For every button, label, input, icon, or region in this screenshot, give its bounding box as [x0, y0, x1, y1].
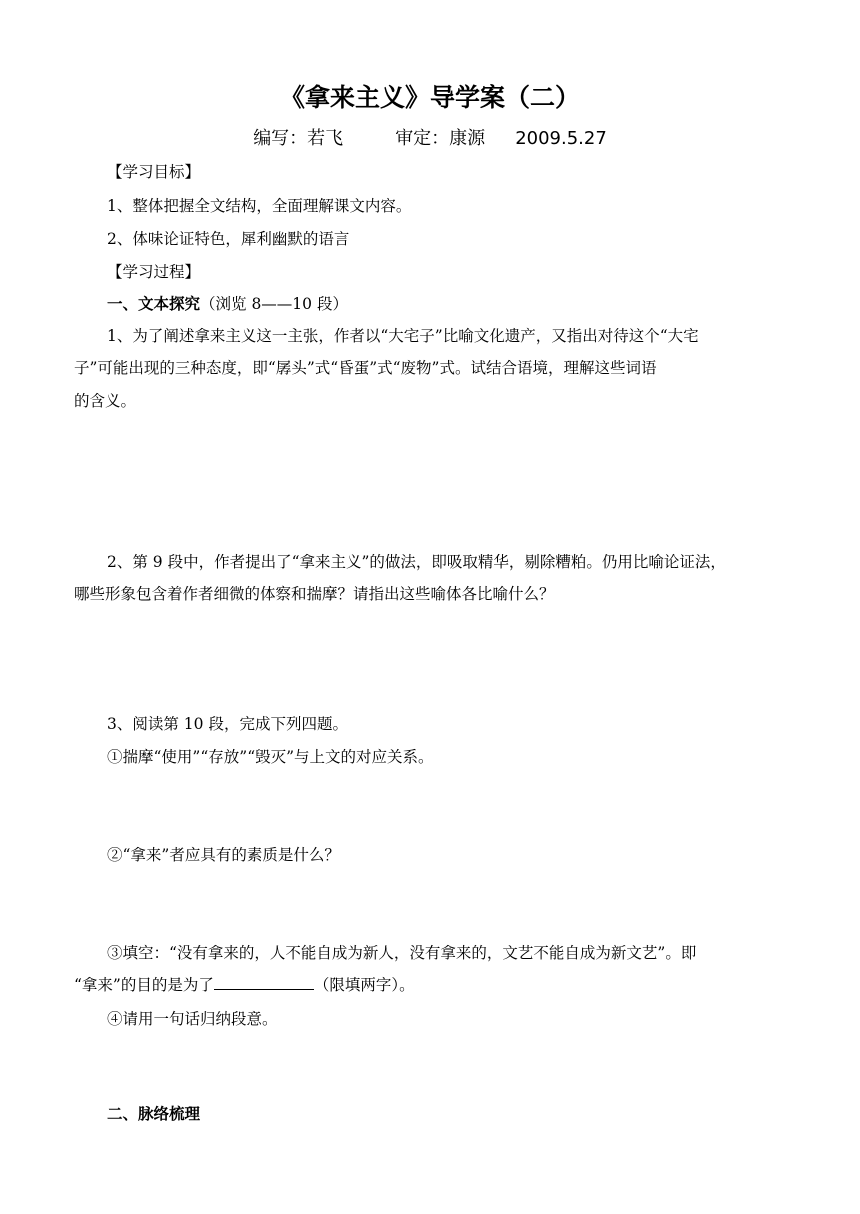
goal-item-2: 2、体味论证特色，犀利幽默的语言	[107, 230, 350, 248]
fill-in-note: （限填两字）。	[313, 976, 415, 994]
process-heading: 【学习过程】	[107, 263, 201, 281]
question-3: 3、阅读第 10 段，完成下列四题。	[107, 715, 348, 733]
page-title: 《拿来主义》导学案（二）	[279, 83, 580, 112]
question-3-part-1: ①揣摩“使用”“存放”“毁灭”与上文的对应关系。	[107, 748, 434, 766]
question-3-part-2: ②“拿来”者应具有的素质是什么？	[107, 846, 340, 864]
author-credit: 编写：若飞	[253, 128, 344, 149]
question-3-part-3-line-2	[74, 973, 415, 997]
fill-in-blank[interactable]	[214, 975, 314, 990]
question-3-part-4: ④请用一句话归纳段意。	[107, 1010, 278, 1028]
question-3-part-3-line-1: ③填空：“没有拿来的，人不能自成为新人，没有拿来的，文艺不能自成为新文艺”。即	[107, 944, 697, 962]
question-1-line-1: 1、为了阐述拿来主义这一主张，作者以“大宅子”比喻文化遗产，又指出对待这个“大宅	[107, 327, 699, 345]
byline	[0, 126, 860, 152]
fill-in-prompt: “拿来”的目的是为了	[74, 976, 214, 994]
goals-heading: 【学习目标】	[107, 163, 201, 181]
question-2-line-2: 哪些形象包含着作者细微的体察和揣摩？请指出这些喻体各比喻什么？	[74, 585, 555, 603]
section-2-heading: 二、脉络梳理	[107, 1105, 201, 1123]
question-1-line-3: 的含义。	[74, 392, 137, 410]
reviewer-credit: 审定：康源	[395, 128, 486, 149]
question-2-line-1: 2、第 9 段中，作者提出了“拿来主义”的做法，即吸取精华，剔除糟粕。仍用比喻论证法，	[107, 553, 726, 571]
section-1-label: 一、文本探究	[107, 295, 201, 313]
question-1-line-2: 子”可能出现的三种态度，即“孱头”式“昏蛋”式“废物”式。试结合语境，理解这些词语	[74, 359, 657, 377]
goal-item-1: 1、整体把握全文结构，全面理解课文内容。	[107, 197, 412, 215]
date-text: 2009.5.27	[515, 128, 607, 149]
section-1-heading	[107, 292, 348, 316]
section-1-note: （浏览 8——10 段）	[200, 295, 348, 313]
